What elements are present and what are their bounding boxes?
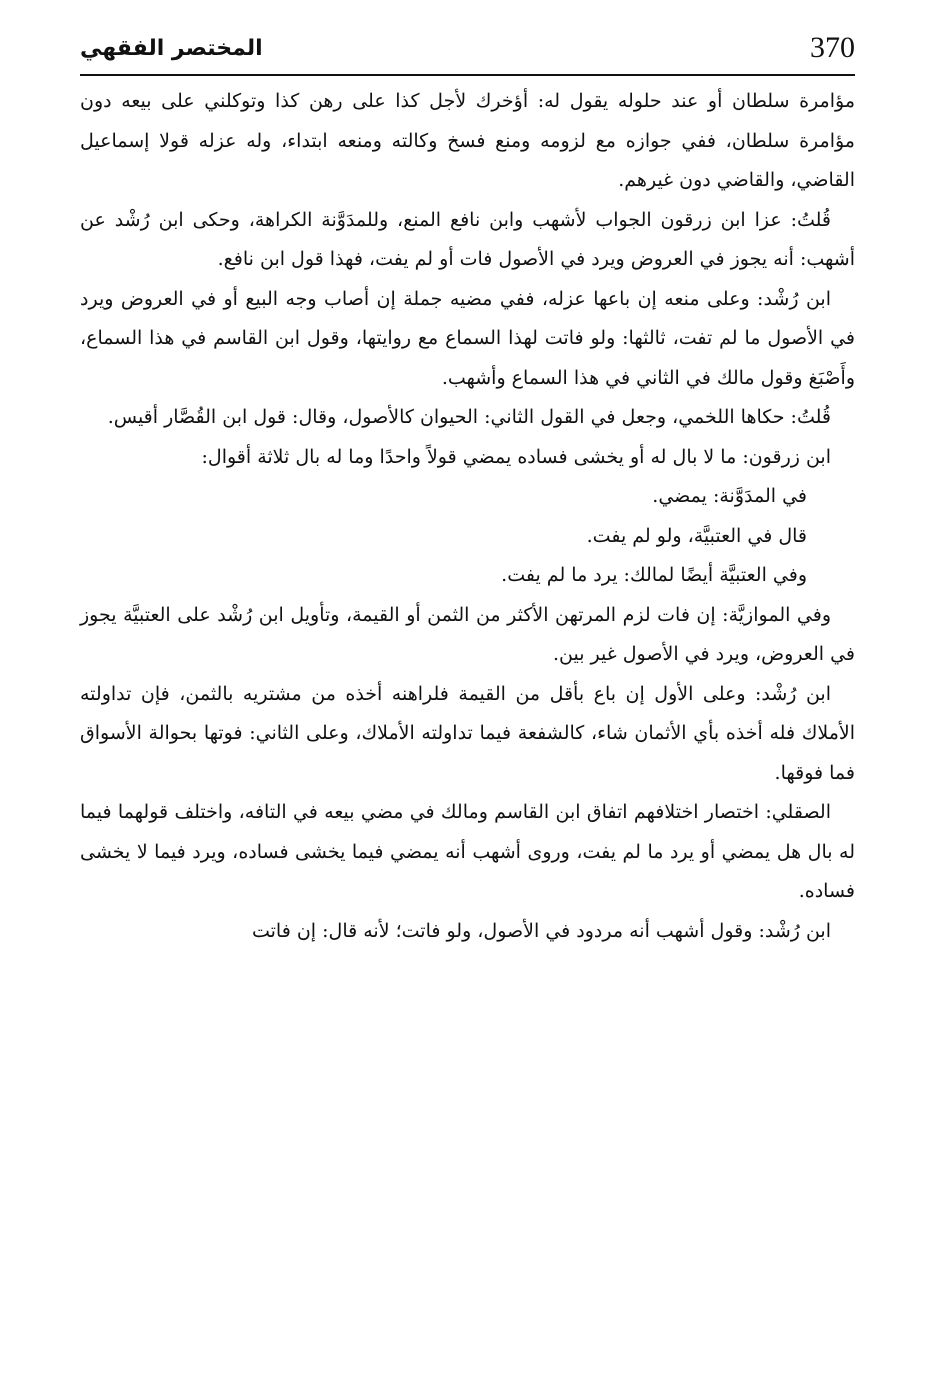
paragraph: مؤامرة سلطان أو عند حلوله يقول له: أؤخرك لأجل كذا على رهن كذا وتوكلني على بيعه دون مؤامرة سلطان، ففي جوازه مع لزومه ومنع فسخ وكالته ومنعه ابتداء، وله عزله قولا إسماعيل القاضي، والقاضي دون غيرهم. (80, 90, 855, 191)
paragraph: ابن رُشْد: وقول أشهب أنه مردود في الأصول، ولو فاتت؛ لأنه قال: إن فاتت (251, 919, 831, 942)
paragraph: ابن رُشْد: وعلى الأول إن باع بأقل من القيمة فلراهنه أخذه من مشتريه بالثمن، فإن تداولته الأملاك فله أخذه بأي الأثمان شاء، كالشفعة فيما تداولته الأملاك، وعلى الثاني: فوتها بحوالة الأسواق فما فوقها. (80, 682, 855, 784)
paragraph: قُلتُ: حكاها اللخمي، وجعل في القول الثاني: الحيوان كالأصول، وقال: قول ابن القُصَّار أقيس. (107, 406, 831, 428)
paragraph: الصقلي: اختصار اختلافهم اتفاق ابن القاسم ومالك في مضي بيعه في التافه، واختلف قولهما فيما له بال هل يمضي أو يرد ما لم يفت، وروى أشهب أنه يمضي فيما يخشى فساده، ويرد فيما لا يخشى فساده. (80, 801, 855, 902)
quoted-line: وفي العتبيَّة أيضًا لمالك: يرد ما لم يفت. (501, 564, 807, 586)
page-body (80, 82, 855, 951)
page-number: 370 (810, 31, 855, 64)
paragraph: ابن رُشْد: وعلى منعه إن باعها عزله، ففي مضيه جملة إن أصاب وجه البيع أو في العروض ويرد في الأصول ما لم تفت، ثالثها: ولو فاتت لهذا السماع مع روايتها، وقول ابن القاسم في هذا السماع، وأَصْبَغ وقول مالك في الثاني في هذا السماع وأشهب. (80, 287, 855, 389)
quoted-line: قال في العتبيَّة، ولو لم يفت. (586, 524, 807, 547)
running-title: المختصر الفقهي (80, 36, 263, 61)
paragraph: قُلتُ: عزا ابن زرقون الجواب لأشهب وابن نافع المنع، وللمدَوَّنة الكراهة، وحكى ابن رُشْد عن أشهب: أنه يجوز في العروض ويرد في الأصول فات أو لم يفت، فهذا قول ابن نافع. (80, 208, 855, 270)
page-header (80, 28, 855, 76)
paragraph: وفي الموازيَّة: إن فات لزم المرتهن الأكثر من الثمن أو القيمة، وتأويل ابن رُشْد على العتبيَّة يجوز في العروض، ويرد في الأصول غير بين. (80, 603, 855, 665)
paragraph: ابن زرقون: ما لا بال له أو يخشى فساده يمضي قولاً واحدًا وما له بال ثلاثة أقوال: (201, 445, 831, 468)
book-page (80, 28, 855, 951)
quoted-line: في المدَوَّنة: يمضي. (652, 485, 807, 507)
